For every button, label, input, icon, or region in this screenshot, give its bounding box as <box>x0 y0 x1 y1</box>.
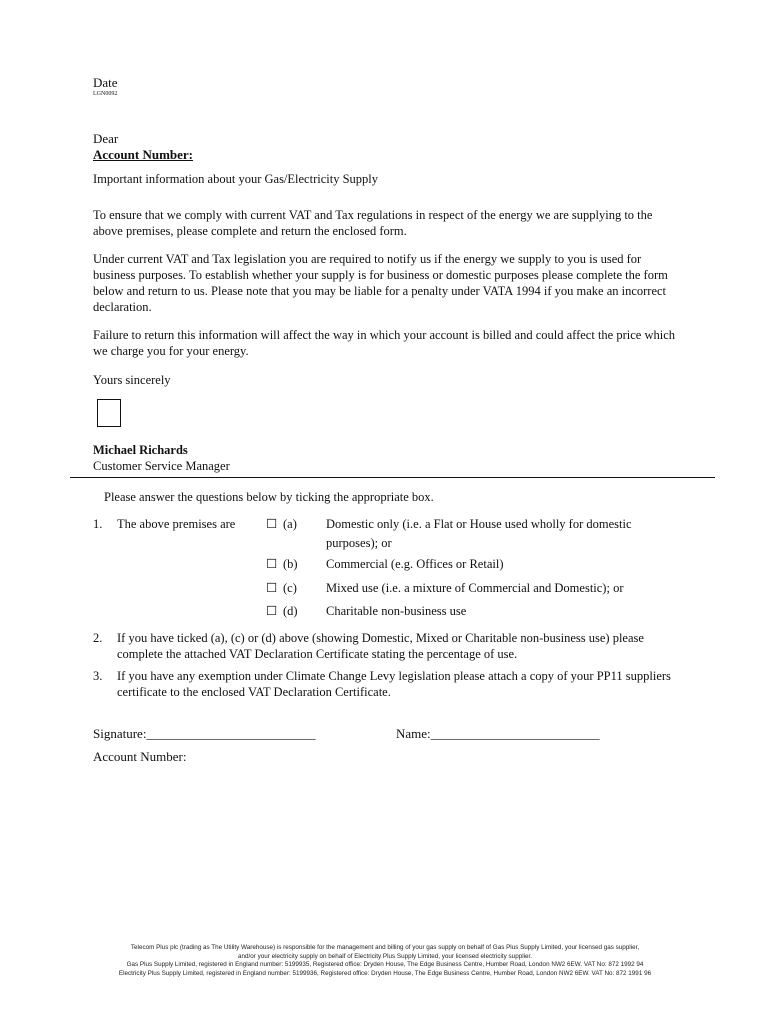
name-field[interactable] <box>396 726 600 742</box>
divider-line <box>70 477 715 478</box>
paragraph-legislation: Under current VAT and Tax legislation you are required to notify us if the energy we supply to you is used for business purposes. To establish whether your supply is for business or domestic purposes please complete the form below and return to us. Please note that you may be liable for a penalty under VATA 1994 if you make an incorrect declaration. <box>93 252 668 314</box>
option-a-text: Domestic only (i.e. a Flat or House used wholly for domestic purposes); or <box>326 517 632 550</box>
question-1-text: The above premises are <box>117 517 236 531</box>
option-b-key: (b) <box>283 557 298 571</box>
option-c-key: (c) <box>283 581 297 595</box>
closing: Yours sincerely <box>93 373 171 387</box>
signature-field[interactable] <box>93 726 315 742</box>
option-d-key: (d) <box>283 604 298 618</box>
signer-name: Michael Richards <box>93 443 188 457</box>
checkbox-option-a[interactable]: ☐ <box>266 517 278 531</box>
paragraph-failure-notice: Failure to return this information will affect the way in which your account is billed and could affect the price which we charge you for your energy. <box>93 328 676 358</box>
question-1-number: 1. <box>93 517 103 531</box>
footer-line-1: Telecom Plus plc (trading as The Utility Warehouse) is responsible for the management and billing of your gas supply on behalf of Gas Plus Supply Limited, your licensed gas supplier, <box>130 944 640 951</box>
signature-line: __________________________ <box>146 726 316 741</box>
name-label: Name: <box>396 726 431 741</box>
option-a-key: (a) <box>283 517 297 531</box>
question-3-text: If you have any exemption under Climate Change Levy legislation please attach a copy of your PP11 suppliers certificate to the enclosed VAT Declaration Certificate. <box>117 669 671 699</box>
option-b-text: Commercial (e.g. Offices or Retail) <box>326 557 504 571</box>
footer-line-3: Gas Plus Supply Limited, registered in England number: 5199935, Registered office: Dryden House, The Edge Business Centre, Humber Road, London NW2 6EW. VAT No: 872 1992 94 <box>126 961 644 968</box>
checkbox-option-b[interactable]: ☐ <box>266 557 278 571</box>
signature-label: Signature: <box>93 726 147 741</box>
reference-code: LGN0092 <box>93 91 118 97</box>
checkbox-option-c[interactable]: ☐ <box>266 581 278 595</box>
question-2-text: If you have ticked (a), (c) or (d) above (showing Domestic, Mixed or Charitable non-business use) please complete the attached VAT Declaration Certificate stating the percentage of use. <box>117 631 644 661</box>
date-label: Date <box>93 75 118 90</box>
account-number-heading: Account Number: <box>93 147 194 162</box>
footer-text <box>40 944 730 978</box>
paragraph-vat-compliance: To ensure that we comply with current VAT and Tax regulations in respect of the energy we are supplying to the above premises, please complete and return the enclosed form. <box>93 208 653 238</box>
question-3-number: 3. <box>93 669 103 683</box>
option-c-text: Mixed use (i.e. a mixture of Commercial and Domestic); or <box>326 581 624 595</box>
name-line: __________________________ <box>430 726 600 741</box>
option-d-text: Charitable non-business use <box>326 604 467 618</box>
footer-line-4: Electricity Plus Supply Limited, registered in England number: 5199936, Registered office: Dryden House, The Edge Business Centre, Humber Road, London NW2 6EW. VAT No: 872 1991 96 <box>118 969 652 977</box>
form-account-number-label: Account Number: <box>93 749 187 764</box>
footer-line-2: and/or your electricity supply on behalf of Electricity Plus Supply Limited, your licensed electricity supplier. <box>238 952 532 960</box>
salutation: Dear <box>93 131 119 146</box>
form-intro: Please answer the questions below by ticking the appropriate box. <box>104 490 434 504</box>
signer-title: Customer Service Manager <box>93 459 230 473</box>
checkbox-option-d[interactable]: ☐ <box>266 604 278 618</box>
subject-line: Important information about your Gas/Electricity Supply <box>93 172 379 186</box>
signature-image-placeholder <box>97 399 121 427</box>
question-2-number: 2. <box>93 631 103 645</box>
